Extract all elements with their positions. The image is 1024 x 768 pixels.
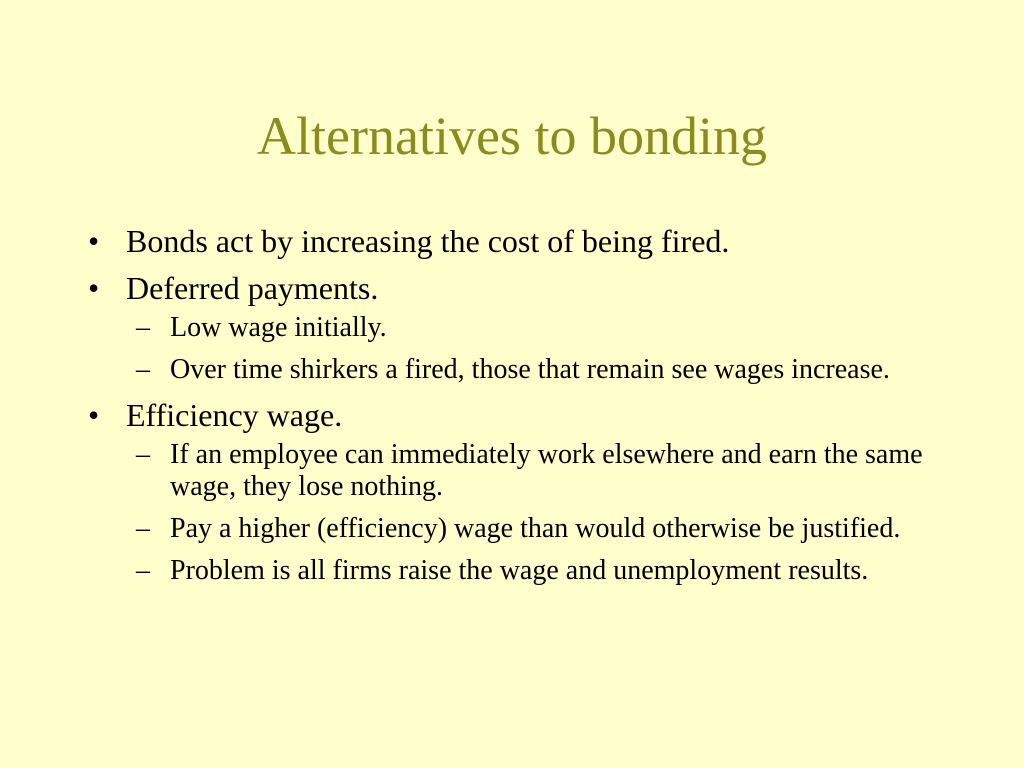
bullet-item [80,222,960,260]
dash-marker: – [136,555,150,586]
sub-item-text: Over time shirkers a fired, those that remain see wages increase. [170,354,890,385]
sub-item [80,354,960,386]
bullet-text: Deferred payments. [126,270,379,306]
sub-item [80,555,960,587]
slide-title: Alternatives to bonding [257,106,767,166]
bullet-marker: • [88,270,100,306]
slide-content [80,222,960,597]
sub-item [80,439,960,503]
dash-marker: – [136,439,150,470]
sub-item [80,312,960,344]
bullet-item [80,396,960,434]
sub-item-text: Pay a higher (efficiency) wage than would otherwise be justified. [170,513,901,544]
sub-list [80,439,960,587]
dash-marker: – [136,513,150,544]
sub-item-text: Low wage initially. [170,312,387,343]
sub-list [80,312,960,386]
bullet-text: Bonds act by increasing the cost of being fired. [126,223,730,259]
dash-marker: – [136,354,150,385]
bullet-text: Efficiency wage. [126,397,343,433]
bullet-marker: • [88,397,100,433]
sub-item-text: If an employee can immediately work elsewhere and earn the same wage, they lose nothing. [170,439,923,502]
dash-marker: – [136,312,150,343]
bullet-item [80,269,960,307]
bullet-marker: • [88,223,100,259]
sub-item-text: Problem is all firms raise the wage and unemployment results. [170,555,869,586]
sub-item [80,513,960,545]
